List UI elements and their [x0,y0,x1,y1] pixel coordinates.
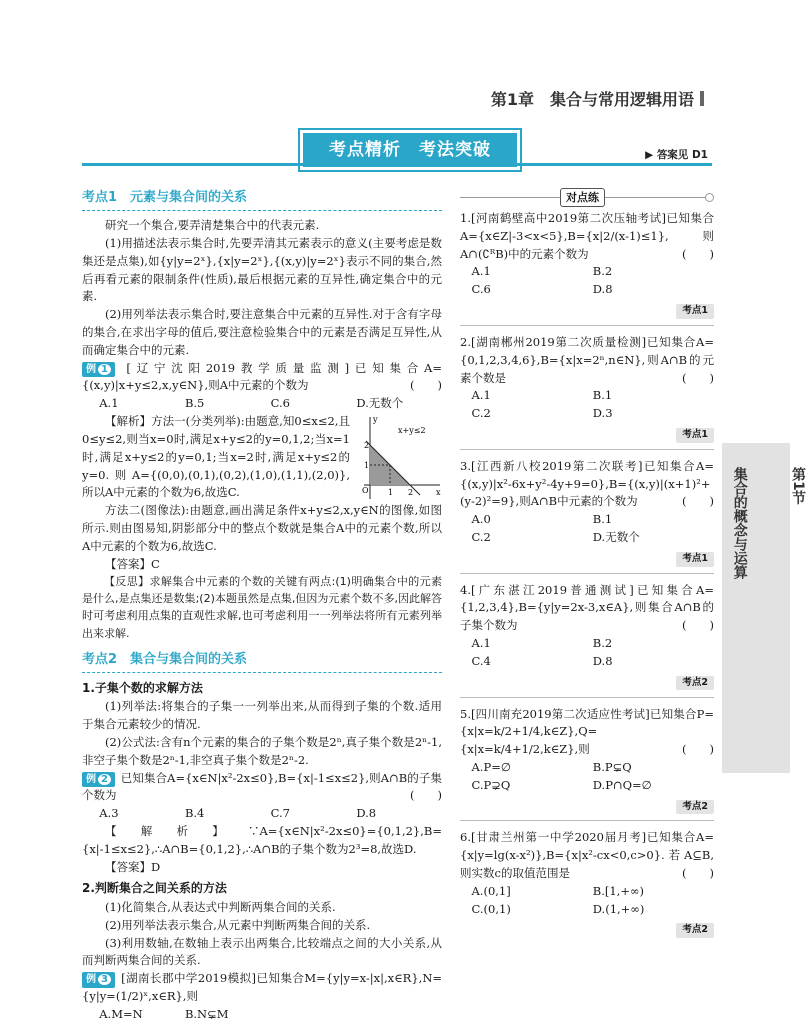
question-options [472,511,715,547]
option: B.P⊊Q [592,759,632,774]
svg-text:O: O [362,486,369,496]
subheading1: 1.子集个数的求解方法 [82,680,203,695]
example2-solution: 【解析】∵A={x∈N|x²-2x≤0}={0,1,2},B={x|-1≤x≤2},∴A∩B={0,1,2},∴A∩B的子集个数为2³=8,故选D. [82,824,442,856]
option: A.1 [471,636,491,651]
topic-tag: 考点1 [676,552,714,567]
sub2-para1: (1)化简集合,从表达式中判断两集合间的关系. [105,900,336,915]
section1-title: 考点1 元素与集合间的关系 [82,188,442,211]
example1-answer: 【答案】C [105,556,160,571]
sub2-para3: (3)利用数轴,在数轴上表示出两集合,比较端点之间的大小关系,从而判断两集合间的关系. [82,935,442,968]
banner-title: 考点精析 考法突破 [300,130,520,170]
practice-dot-icon [705,193,714,202]
option: B.2 [592,636,613,651]
sec1-para2: (1)用描述法表示集合时,先要弄清其元素表示的意义(主要考虑是数集还是点集),如{y|y=2ˣ},{x|y=2ˣ},{(x,y)|y=2ˣ}表示不同的集合,然后再看元素的限制条件(性质),最后根据元素的互异性,确定集合中的元素. [82,235,442,304]
question-divider [460,697,714,698]
question-options [472,635,715,671]
answer-reference: ▶ 答案见 D1 [645,149,708,161]
sec1-para3: (2)用列举法表示集合时,要注意集合中元素的互异性.对于含有字母的集合,在求出字母的值后,要注意检验集合中的元素是否满足互异性,从而确定集合中的元素. [82,307,442,357]
svg-text:1: 1 [364,461,370,471]
question-options [472,263,715,299]
option: D.无数个 [592,530,640,544]
question-text: 5.[四川南充2019第二次适应性考试]已知集合P={x|x=k/2+1/4,k∈Z},Q={x|x=k/4+1/2,k∈Z},则 ( ) [460,706,714,757]
sec1-para1: 研究一个集合,要弄清楚集合中的代表元素. [105,218,320,233]
option: C.2 [471,406,491,421]
question-text: 1.[河南鹤壁高中2019第二次压轴考试]已知集合A={x∈Z|-3<x<5},B={x|2/(x-1)≤1},则A∩(∁ᴿB)中的元素个数为 ( ) [460,211,714,261]
left-column [82,188,442,1024]
region-graph [356,413,442,501]
svg-text:2: 2 [364,441,370,451]
example1-reflection: 【反思】求解集合中元素的个数的关键有两点:(1)明确集合中的元素是什么,是点集还是数集;(2)本题虽然是点集,但因为元素个数不多,因此解答时可考虑利用点集的直观性求解,也可考虑利用一一列举法将所有元素列举出来求解. [82,575,442,640]
example3: 例 3 [湖南长郡中学2019模拟]已知集合M={y|y=x-|x|,x∈R},N={y|y=(1/2)ˣ,x∈R},则 [82,971,443,1004]
option: B.1 [592,512,613,527]
example3-options: A.M=N B.N⊊M [99,1006,229,1021]
chapter-bar [700,91,704,106]
subheading2: 2.判断集合之间关系的方法 [82,881,227,896]
practice-header [460,188,714,206]
question-divider [460,325,714,326]
practice-question [460,458,714,574]
example1-solution1: 【解析】方法一(分类列举):由题意,知0≤x≤2,且0≤y≤2,则当x=0时,满足x+y≤2的y=0,1,2;当x=1时,满足x+y≤2的y=0,1;当x=2时,满足x+y≤2的y=0.则A={(0,0),(0,1),(0,2),(1,0),(1,1),(2,0)},所以A中元素的个数为6,故选C. [82,414,350,500]
option: A.P=∅ [471,759,511,774]
question-text: 3.[江西新八校2019第二次联考]已知集合A={(x,y)|x²-6x+y²-4y+9=0},B={(x,y)|(x+1)²+(y-2)²=9},则A∩B中元素的个数为 ( ) [460,458,714,509]
example2: 例 2 已知集合A={x∈N|x²-2x≤0},B={x|-1≤x≤2},则A∩B的子集个数为 ( ) [82,770,442,803]
question-options [472,759,715,795]
practice-questions [460,210,714,938]
option: C.(0,1) [471,901,511,916]
sub1-para2: (2)公式法:含有n个元素的集合的子集个数是2ⁿ,真子集个数是2ⁿ-1,非空子集个数是2ⁿ-1,非空真子集个数是2ⁿ-2. [82,734,442,767]
question-options [472,387,715,423]
topic-tag: 考点1 [676,304,714,319]
example3-tag: 例 3 [82,972,115,988]
practice-column [460,188,714,944]
svg-text:2: 2 [408,488,414,498]
header-rule [82,163,712,166]
example2-tag: 例 2 [82,772,115,788]
topic-tag: 考点1 [676,428,714,443]
example1: 例 1 [辽宁沈阳2019教学质量监测]已知集合A={(x,y)|x+y≤2,x,y∈N},则A中元素的个数为 ( ) [82,360,442,393]
practice-question [460,582,714,698]
question-options [472,883,715,919]
example2-options: A.3 B.4 C.7 D.8 [99,806,377,821]
option: B.1 [592,388,613,403]
example1-options: A.1 B.5 C.6 D.无数个 [99,396,404,411]
question-divider [460,820,714,821]
topic-tag: 考点2 [676,800,714,815]
question-text: 6.[甘肃兰州第一中学2020届月考]已知集合A={x|y=lg(x-x²)},B={x|x²-cx<0,c>0}.若A⊆B,则实数c的取值范围是 ( ) [460,830,714,880]
question-divider [460,449,714,450]
topic-tag: 考点2 [676,676,714,691]
option: D.(1,+∞) [592,901,645,916]
option: A.1 [471,264,491,279]
option: D.8 [592,282,613,297]
option: D.P∩Q=∅ [592,777,652,792]
svg-text:y: y [373,415,378,425]
option: B.[1,+∞) [592,883,645,898]
sub1-para1: (1)列举法:将集合的子集一一列举出来,从而得到子集的个数.适用于集合元素较少的情况. [82,699,442,732]
section2-title: 考点2 集合与集合间的关系 [82,650,442,673]
chapter-title: 第1章 集合与常用逻辑用语 [491,88,704,113]
practice-question [460,210,714,326]
option: C.4 [471,653,491,668]
sub2-para2: (2)用列举法表示集合,从元素中判断两集合间的关系. [105,917,371,932]
side-tab-section: 第1节 [790,467,806,505]
svg-text:1: 1 [388,488,394,498]
practice-label: 对点练 [560,188,605,207]
option: C.P⊋Q [471,777,511,792]
side-tab [722,443,806,773]
option: A.0 [471,512,491,527]
practice-question [460,829,714,938]
option: A.1 [471,388,491,403]
example1-tag: 例 1 [82,362,115,378]
question-text: 4.[广东湛江2019普通测试]已知集合A={1,2,3,4},B={y|y=2x-3,x∈A},则集合A∩B的子集个数为 ( ) [460,582,714,633]
example1-solution2: 方法二(图像法):由题意,画出满足条件x+y≤2,x,y∈N的图像,如图所示.则由图易知,阴影部分中的整点个数就是集合A中的元素个数,所以A中元素的个数为6,故选C. [82,503,442,553]
option: C.6 [471,282,491,297]
side-tab-title: 集合的概念与运算 [731,467,748,579]
option: A.(0,1] [471,883,511,898]
practice-question [460,706,714,822]
option: D.3 [592,406,613,421]
practice-question [460,334,714,450]
question-text: 2.[湖南郴州2019第二次质量检测]已知集合A={0,1,2,3,4,6},B={x|x=2ⁿ,n∈N},则A∩B的元素个数是 ( ) [460,334,714,385]
svg-text:x: x [436,488,441,498]
example2-answer: 【答案】D [105,859,161,874]
topic-tag: 考点2 [676,923,714,938]
graph-label: x+y≤2 [398,426,426,436]
option: B.2 [592,264,613,279]
option: D.8 [592,653,613,668]
option: C.2 [471,530,491,544]
question-divider [460,573,714,574]
